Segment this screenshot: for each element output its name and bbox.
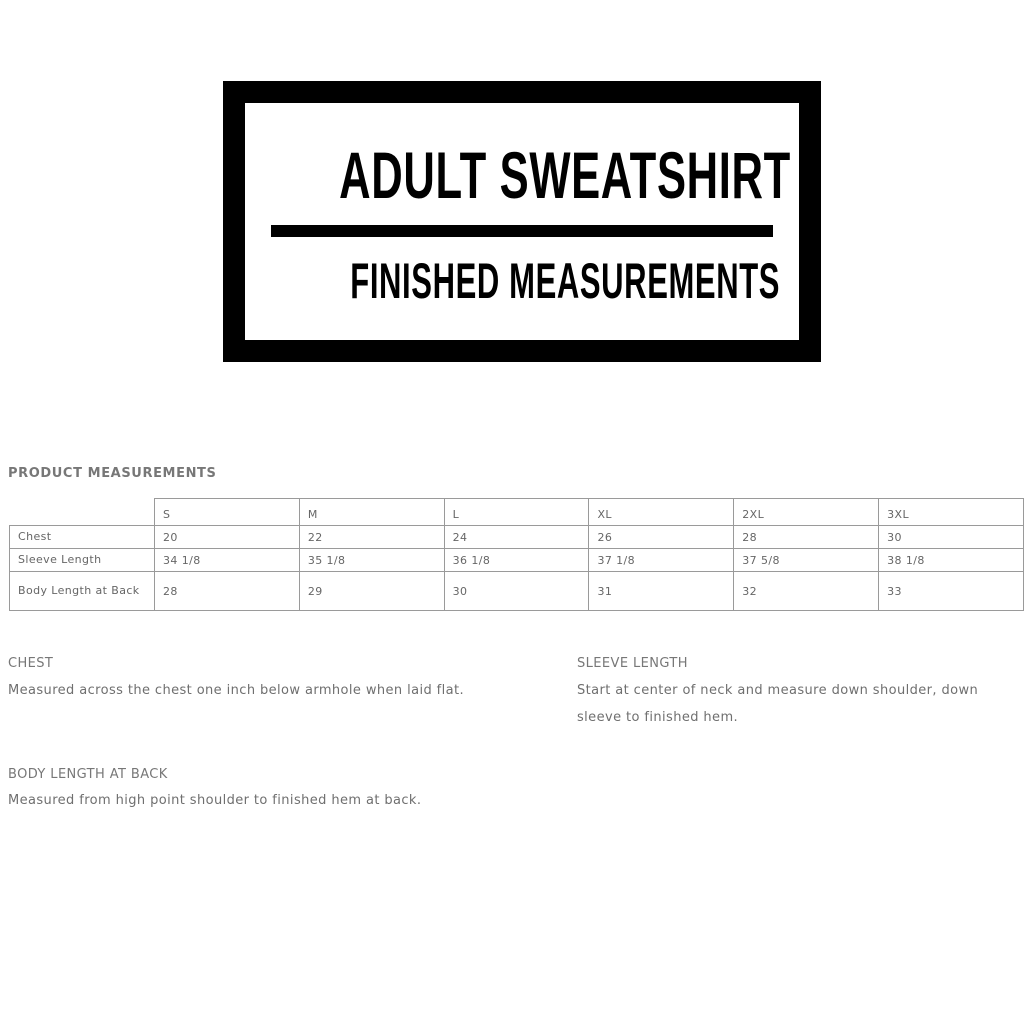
banner-divider [271,225,773,237]
table-cell: 35 1/8 [299,549,444,572]
table-cell: 31 [589,572,734,611]
table-cell: 20 [155,526,300,549]
product-measurements-heading: PRODUCT MEASUREMENTS [8,466,217,481]
table-cell: 36 1/8 [444,549,589,572]
measurements-table [9,498,1024,611]
size-header-3xl: 3XL [879,499,1024,526]
table-cell: 29 [299,572,444,611]
table-cell: 37 1/8 [589,549,734,572]
sleeve-desc-text: Start at center of neck and measure down shoulder, down sleeve to finished hem. [577,683,979,725]
banner-title: ADULT SWEATSHIRT [339,138,791,212]
table-cell: 26 [589,526,734,549]
table-cell: 32 [734,572,879,611]
body-length-desc-title: BODY LENGTH AT BACK [8,767,168,782]
size-header-m: M [299,499,444,526]
table-cell: 22 [299,526,444,549]
size-header-2xl: 2XL [734,499,879,526]
banner-subtitle: FINISHED MEASUREMENTS [350,253,781,309]
table-cell: 28 [734,526,879,549]
row-label: Sleeve Length [10,549,155,572]
row-label: Body Length at Back [10,572,155,611]
row-label: Chest [10,526,155,549]
table-row-body-length [10,572,1024,611]
size-header-s: S [155,499,300,526]
table-cell: 28 [155,572,300,611]
table-cell: 24 [444,526,589,549]
chest-desc-text: Measured across the chest one inch below armhole when laid flat. [8,683,465,698]
table-cell: 37 5/8 [734,549,879,572]
table-cell: 33 [879,572,1024,611]
size-header-l: L [444,499,589,526]
table-cell: 30 [879,526,1024,549]
chest-desc-title: CHEST [8,656,54,671]
sleeve-desc-title: SLEEVE LENGTH [577,656,688,671]
table-row-chest [10,526,1024,549]
title-banner [223,81,821,362]
table-row-sleeve-length [10,549,1024,572]
table-cell: 34 1/8 [155,549,300,572]
table-cell: 38 1/8 [879,549,1024,572]
size-header-xl: XL [589,499,734,526]
body-length-desc-text: Measured from high point shoulder to finished hem at back. [8,793,422,808]
table-cell: 30 [444,572,589,611]
table-corner-cell [10,499,155,526]
table-header-row [10,499,1024,526]
